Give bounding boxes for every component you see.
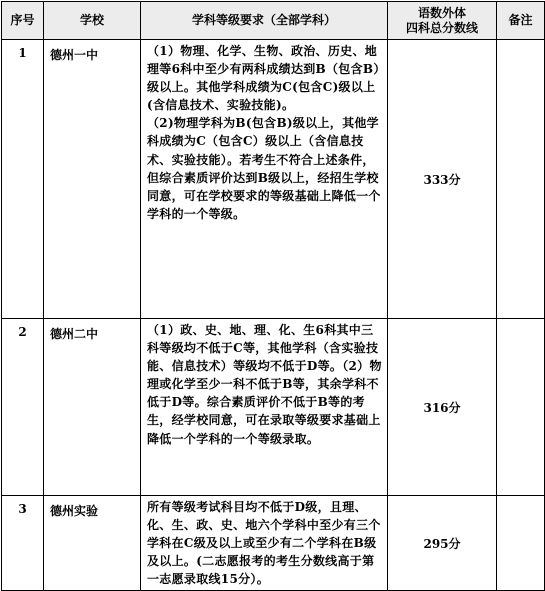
row-requirement (141, 319, 388, 496)
requirement-paragraph: 所有等级考试科目均不低于D级，且理、化、生、政、史、地六个学科中至少有三个学科在C级及以上或至少有二个学科在B级及以上。(二志愿报考的考生分数线高于第一志愿录取线15分）。 (147, 500, 381, 587)
row-note (497, 496, 545, 591)
header-requirement: 学科等级要求（全部学科） (141, 2, 388, 40)
header-school: 学校 (44, 2, 141, 40)
header-note: 备注 (497, 2, 545, 40)
requirement-paragraph: （1）政、史、地、理、化、生6科其中三科等级均不低于C等，其他学科（含实验技能、信息技术）等级均不低于D等。（2）物理或化学至少一科不低于B等，其余学科不低于D等。综合素质评价不低于B等的考生，经学校同意，可在录取等级要求基础上降低一个学科的一个等级录取。 (147, 323, 382, 446)
row-index: 3 (2, 496, 44, 591)
row-requirement (141, 40, 388, 319)
table-row (2, 319, 545, 496)
table-row (2, 496, 545, 591)
row-note (497, 40, 545, 319)
row-index: 1 (2, 40, 44, 319)
row-requirement (141, 496, 388, 591)
header-score-line1: 语数外体 (417, 5, 466, 20)
header-row (2, 2, 545, 40)
admission-requirements-table (1, 1, 545, 591)
row-score: 295分 (388, 496, 497, 591)
row-note (497, 319, 545, 496)
row-index: 2 (2, 319, 44, 496)
requirement-paragraph: （2)物理学科为B(包含B)级以上，其他学科成绩为C（包含C）级以上（含信息技术、实验技能）。若考生不符合上述条件，但综合素质评价达到B级以上，经招生学校同意，可在学校要求的等级基础上降低一个学科的一个等级。 (147, 116, 381, 221)
row-school: 德州二中 (44, 319, 141, 496)
row-school: 德州实验 (44, 496, 141, 591)
header-score (388, 2, 497, 40)
row-score: 316分 (388, 319, 497, 496)
row-score: 333分 (388, 40, 497, 319)
row-school: 德州一中 (44, 40, 141, 319)
header-index: 序号 (2, 2, 44, 40)
requirement-paragraph: （1）物理、化学、生物、政治、历史、地理等6科中至少有两科成绩达到B（包含B）级以上。其他学科成绩为C(包含C)级以上(含信息技术、实验技能)。 (147, 44, 380, 113)
table-row (2, 40, 545, 319)
header-score-line2: 四科总分数线 (405, 20, 478, 35)
